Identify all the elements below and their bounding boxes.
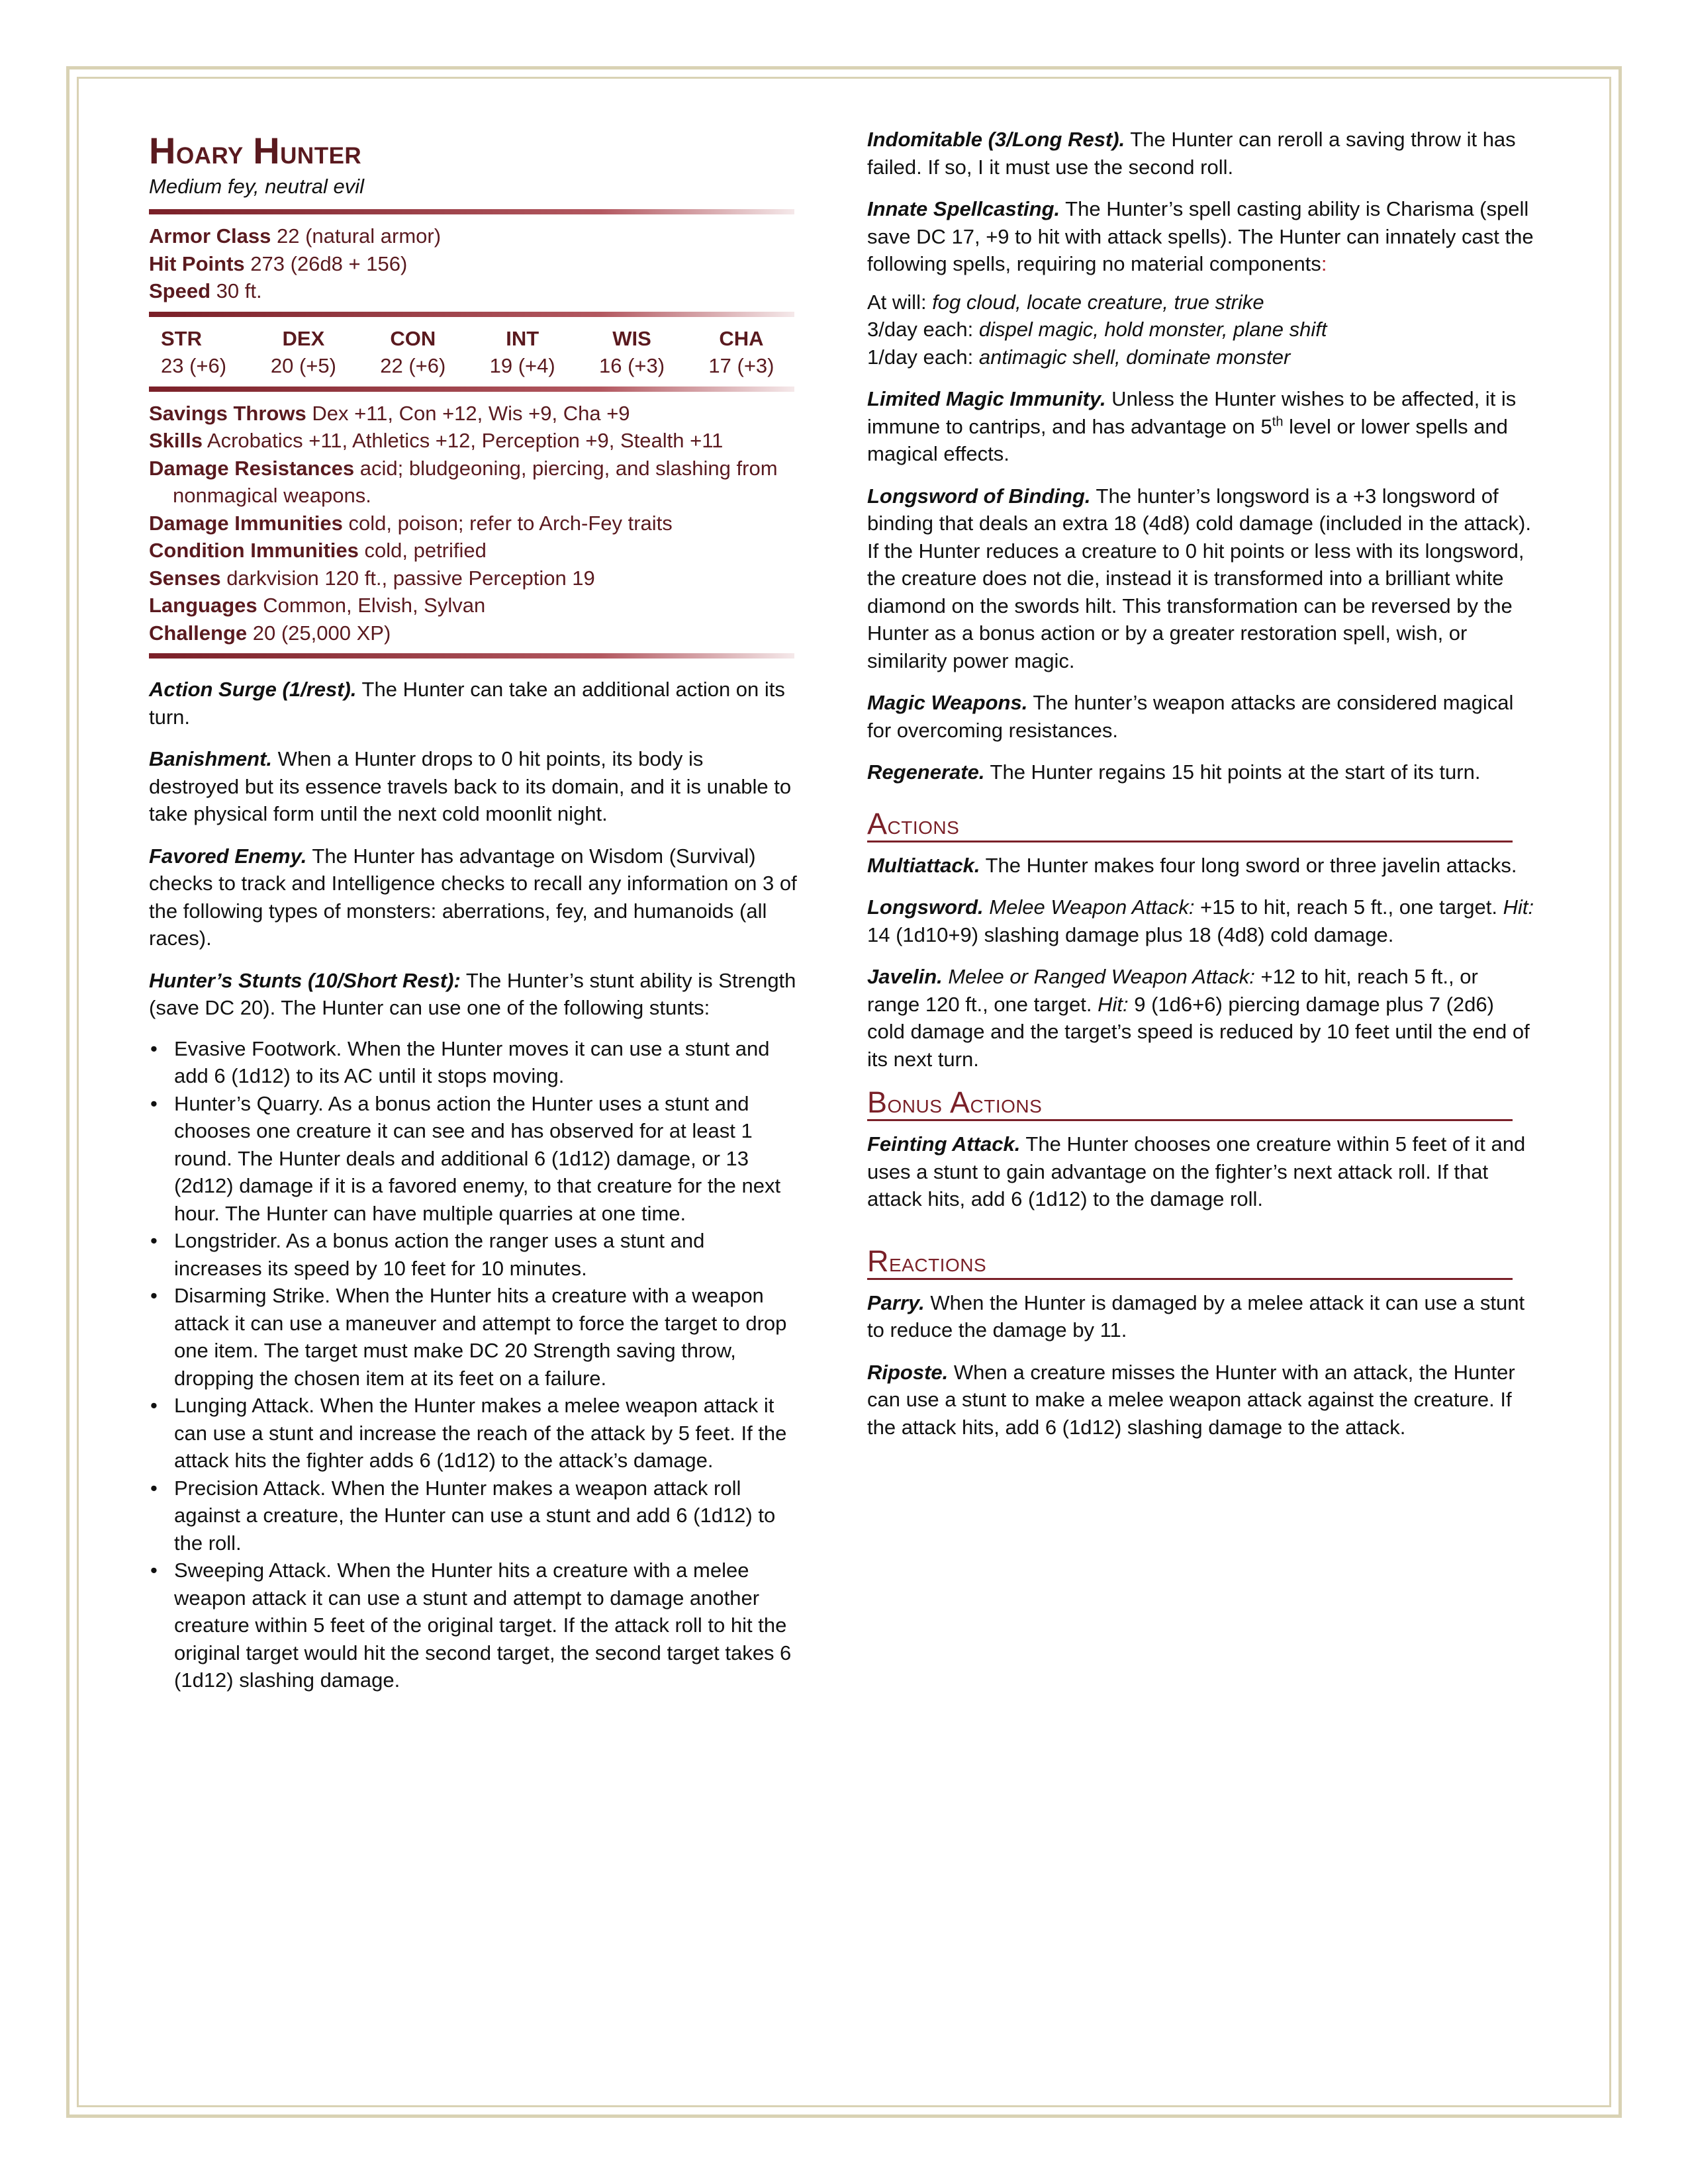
list-item: • Sweeping Attack. When the Hunter hits a creature with a melee weapon attack it can use a stunt and attempt to damage another creature within 5 feet of the original target. If the attack roll to hit the original target would hit the second target, the second target takes 6 (1d12) slashing damage. bbox=[149, 1557, 798, 1694]
left-column bbox=[149, 126, 798, 1694]
spell-list bbox=[867, 289, 1536, 371]
divider bbox=[149, 387, 794, 392]
basic-stats bbox=[149, 222, 798, 305]
divider bbox=[149, 312, 794, 317]
condition-immunities: Condition Immunities cold, petrified bbox=[149, 539, 487, 562]
senses: Senses darkvision 120 ft., passive Perception 19 bbox=[149, 566, 595, 590]
list-item: • Evasive Footwork. When the Hunter moves it can use a stunt and add 6 (1d12) to its AC until it stops moving. bbox=[149, 1035, 798, 1090]
action-longsword: Longsword. Melee Weapon Attack: +15 to hit, reach 5 ft., one target. Hit: 14 (1d10+9) slashing damage plus 18 (4d8) cold damage. bbox=[867, 895, 1534, 946]
ability-int: INT 19 (+4) bbox=[489, 326, 555, 377]
trait-favored-enemy: Favored Enemy. The Hunter has advantage on Wisdom (Survival) checks to track and Intelligence checks to recall any information on 3 of the following types of monsters: aberrations, fey, and humanoids (all races). bbox=[149, 844, 797, 950]
creature-type: Medium fey, neutral evil bbox=[149, 175, 365, 198]
trait-regenerate: Regenerate. The Hunter regains 15 hit points at the start of its turn. bbox=[867, 760, 1481, 784]
hit-points: Hit Points 273 (26d8 + 156) bbox=[149, 251, 408, 275]
section-heading-actions: Actions bbox=[867, 809, 1513, 842]
trait-action-surge: Action Surge (1/rest). The Hunter can take an additional action on its turn. bbox=[149, 678, 785, 729]
languages: Languages Common, Elvish, Sylvan bbox=[149, 594, 486, 617]
reaction-riposte: Riposte. When a creature misses the Hunter with an attack, the Hunter can use a stunt to make a melee weapon attack against the creature. If the attack hits, add 6 (1d12) slashing damage to the attack. bbox=[867, 1360, 1515, 1439]
trait-longsword-of-binding: Longsword of Binding. The hunter’s longsword is a +3 longsword of binding that deals an extra 18 (4d8) cold damage (included in the attack). If the Hunter reduces a creature to 0 hit points or less with its longsword, the creature does not die, instead it is transformed into a brilliant white diamond on the swords hilt. This transformation can be reversed by the Hunter as a bonus action or by a greater restoration spell, wish, or similarity power magic. bbox=[867, 484, 1531, 672]
bonus-action-feinting-attack: Feinting Attack. The Hunter chooses one creature within 5 feet of it and uses a stunt to gain advantage on the fighter’s next attack roll. If that attack hits, add 6 (1d12) to the damage roll. bbox=[867, 1132, 1526, 1210]
ability-scores bbox=[149, 325, 794, 380]
properties bbox=[149, 400, 798, 647]
trait-innate-spellcasting: Innate Spellcasting. The Hunter’s spell casting ability is Charisma (spell save DC 17, +9 to hit with attack spells). The Hunter can innately cast the following spells, requiring no material components: bbox=[867, 197, 1534, 275]
spell-line-1-day: 1/day each: antimagic shell, dominate monster bbox=[867, 345, 1291, 369]
saving-throws: Savings Throws Dex +11, Con +12, Wis +9, Cha +9 bbox=[149, 401, 630, 425]
skills: Skills Acrobatics +11, Athletics +12, Perception +9, Stealth +11 bbox=[149, 429, 724, 452]
ability-dex: DEX 20 (+5) bbox=[270, 326, 336, 377]
section-heading-bonus-actions: Bonus Actions bbox=[867, 1087, 1513, 1121]
list-item: • Disarming Strike. When the Hunter hits a creature with a weapon attack it can use a maneuver and attempt to force the target to drop one item. The target must make DC 20 Strength saving throw, dropping the chosen item at its feet on a failure. bbox=[149, 1282, 798, 1392]
speed: Speed 30 ft. bbox=[149, 279, 262, 302]
damage-resistances: Damage Resistances acid; bludgeoning, piercing, and slashing from nonmagical weapons. bbox=[149, 456, 778, 507]
list-item: • Lunging Attack. When the Hunter makes a melee weapon attack it can use a stunt and increase the reach of the attack by 5 feet. If the attack hits the fighter adds 6 (1d12) to the attack’s damage. bbox=[149, 1392, 798, 1475]
ability-wis: WIS 16 (+3) bbox=[599, 326, 665, 377]
action-javelin: Javelin. Melee or Ranged Weapon Attack: +12 to hit, reach 5 ft., or range 120 ft., one target. Hit: 9 (1d6+6) piercing damage plus 7 (2d6) cold damage and the target’s speed is reduced by 10 feet until the end of its next turn. bbox=[867, 965, 1530, 1071]
action-multiattack: Multiattack. The Hunter makes four long sword or three javelin attacks. bbox=[867, 853, 1517, 877]
section-heading-reactions: Reactions bbox=[867, 1246, 1513, 1280]
damage-immunities: Damage Immunities cold, poison; refer to Arch-Fey traits bbox=[149, 511, 673, 535]
list-item: • Hunter’s Quarry. As a bonus action the Hunter uses a stunt and chooses one creature it can see and has observed for at least 1 round. The Hunter deals and additional 6 (1d12) damage, or 13 (2d12) damage if it is a favored enemy, to that creature for the next hour. The Hunter can have multiple quarries at one time. bbox=[149, 1090, 798, 1228]
trait-hunters-stunts: Hunter’s Stunts (10/Short Rest): The Hunter’s stunt ability is Strength (save DC 20). The Hunter can use one of the following stunts: bbox=[149, 968, 796, 1019]
spell-line-at-will: At will: fog cloud, locate creature, true strike bbox=[867, 290, 1264, 314]
challenge: Challenge 20 (25,000 XP) bbox=[149, 621, 391, 645]
trait-banishment: Banishment. When a Hunter drops to 0 hit points, its body is destroyed but its essence travels back to its domain, and it is unable to take physical form until the next cold moonlit night. bbox=[149, 747, 792, 825]
divider bbox=[149, 209, 794, 214]
armor-class: Armor Class 22 (natural armor) bbox=[149, 224, 442, 248]
stunt-list bbox=[149, 1035, 798, 1694]
right-column bbox=[867, 126, 1536, 1455]
divider bbox=[149, 653, 794, 659]
trait-indomitable: Indomitable (3/Long Rest). The Hunter can reroll a saving throw it has failed. If so, I it must use the second roll. bbox=[867, 128, 1516, 179]
spell-line-3-day: 3/day each: dispel magic, hold monster, plane shift bbox=[867, 318, 1327, 341]
creature-name: Hoary Hunter bbox=[149, 130, 362, 171]
ability-str: STR 23 (+6) bbox=[161, 326, 227, 377]
reaction-parry: Parry. When the Hunter is damaged by a melee attack it can use a stunt to reduce the damage by 11. bbox=[867, 1291, 1525, 1342]
ability-cha: CHA 17 (+3) bbox=[708, 326, 774, 377]
trait-magic-weapons: Magic Weapons. The hunter’s weapon attacks are considered magical for overcoming resistances. bbox=[867, 691, 1514, 742]
trait-limited-magic-immunity: Limited Magic Immunity. Unless the Hunter wishes to be affected, it is immune to cantrips, and has advantage on 5th level or lower spells and magical effects. bbox=[867, 387, 1517, 465]
ability-con: CON 22 (+6) bbox=[380, 326, 446, 377]
list-item: • Precision Attack. When the Hunter makes a weapon attack roll against a creature, the Hunter can use a stunt and add 6 (1d12) to the roll. bbox=[149, 1475, 798, 1557]
list-item: • Longstrider. As a bonus action the ranger uses a stunt and increases its speed by 10 feet for 10 minutes. bbox=[149, 1227, 798, 1282]
